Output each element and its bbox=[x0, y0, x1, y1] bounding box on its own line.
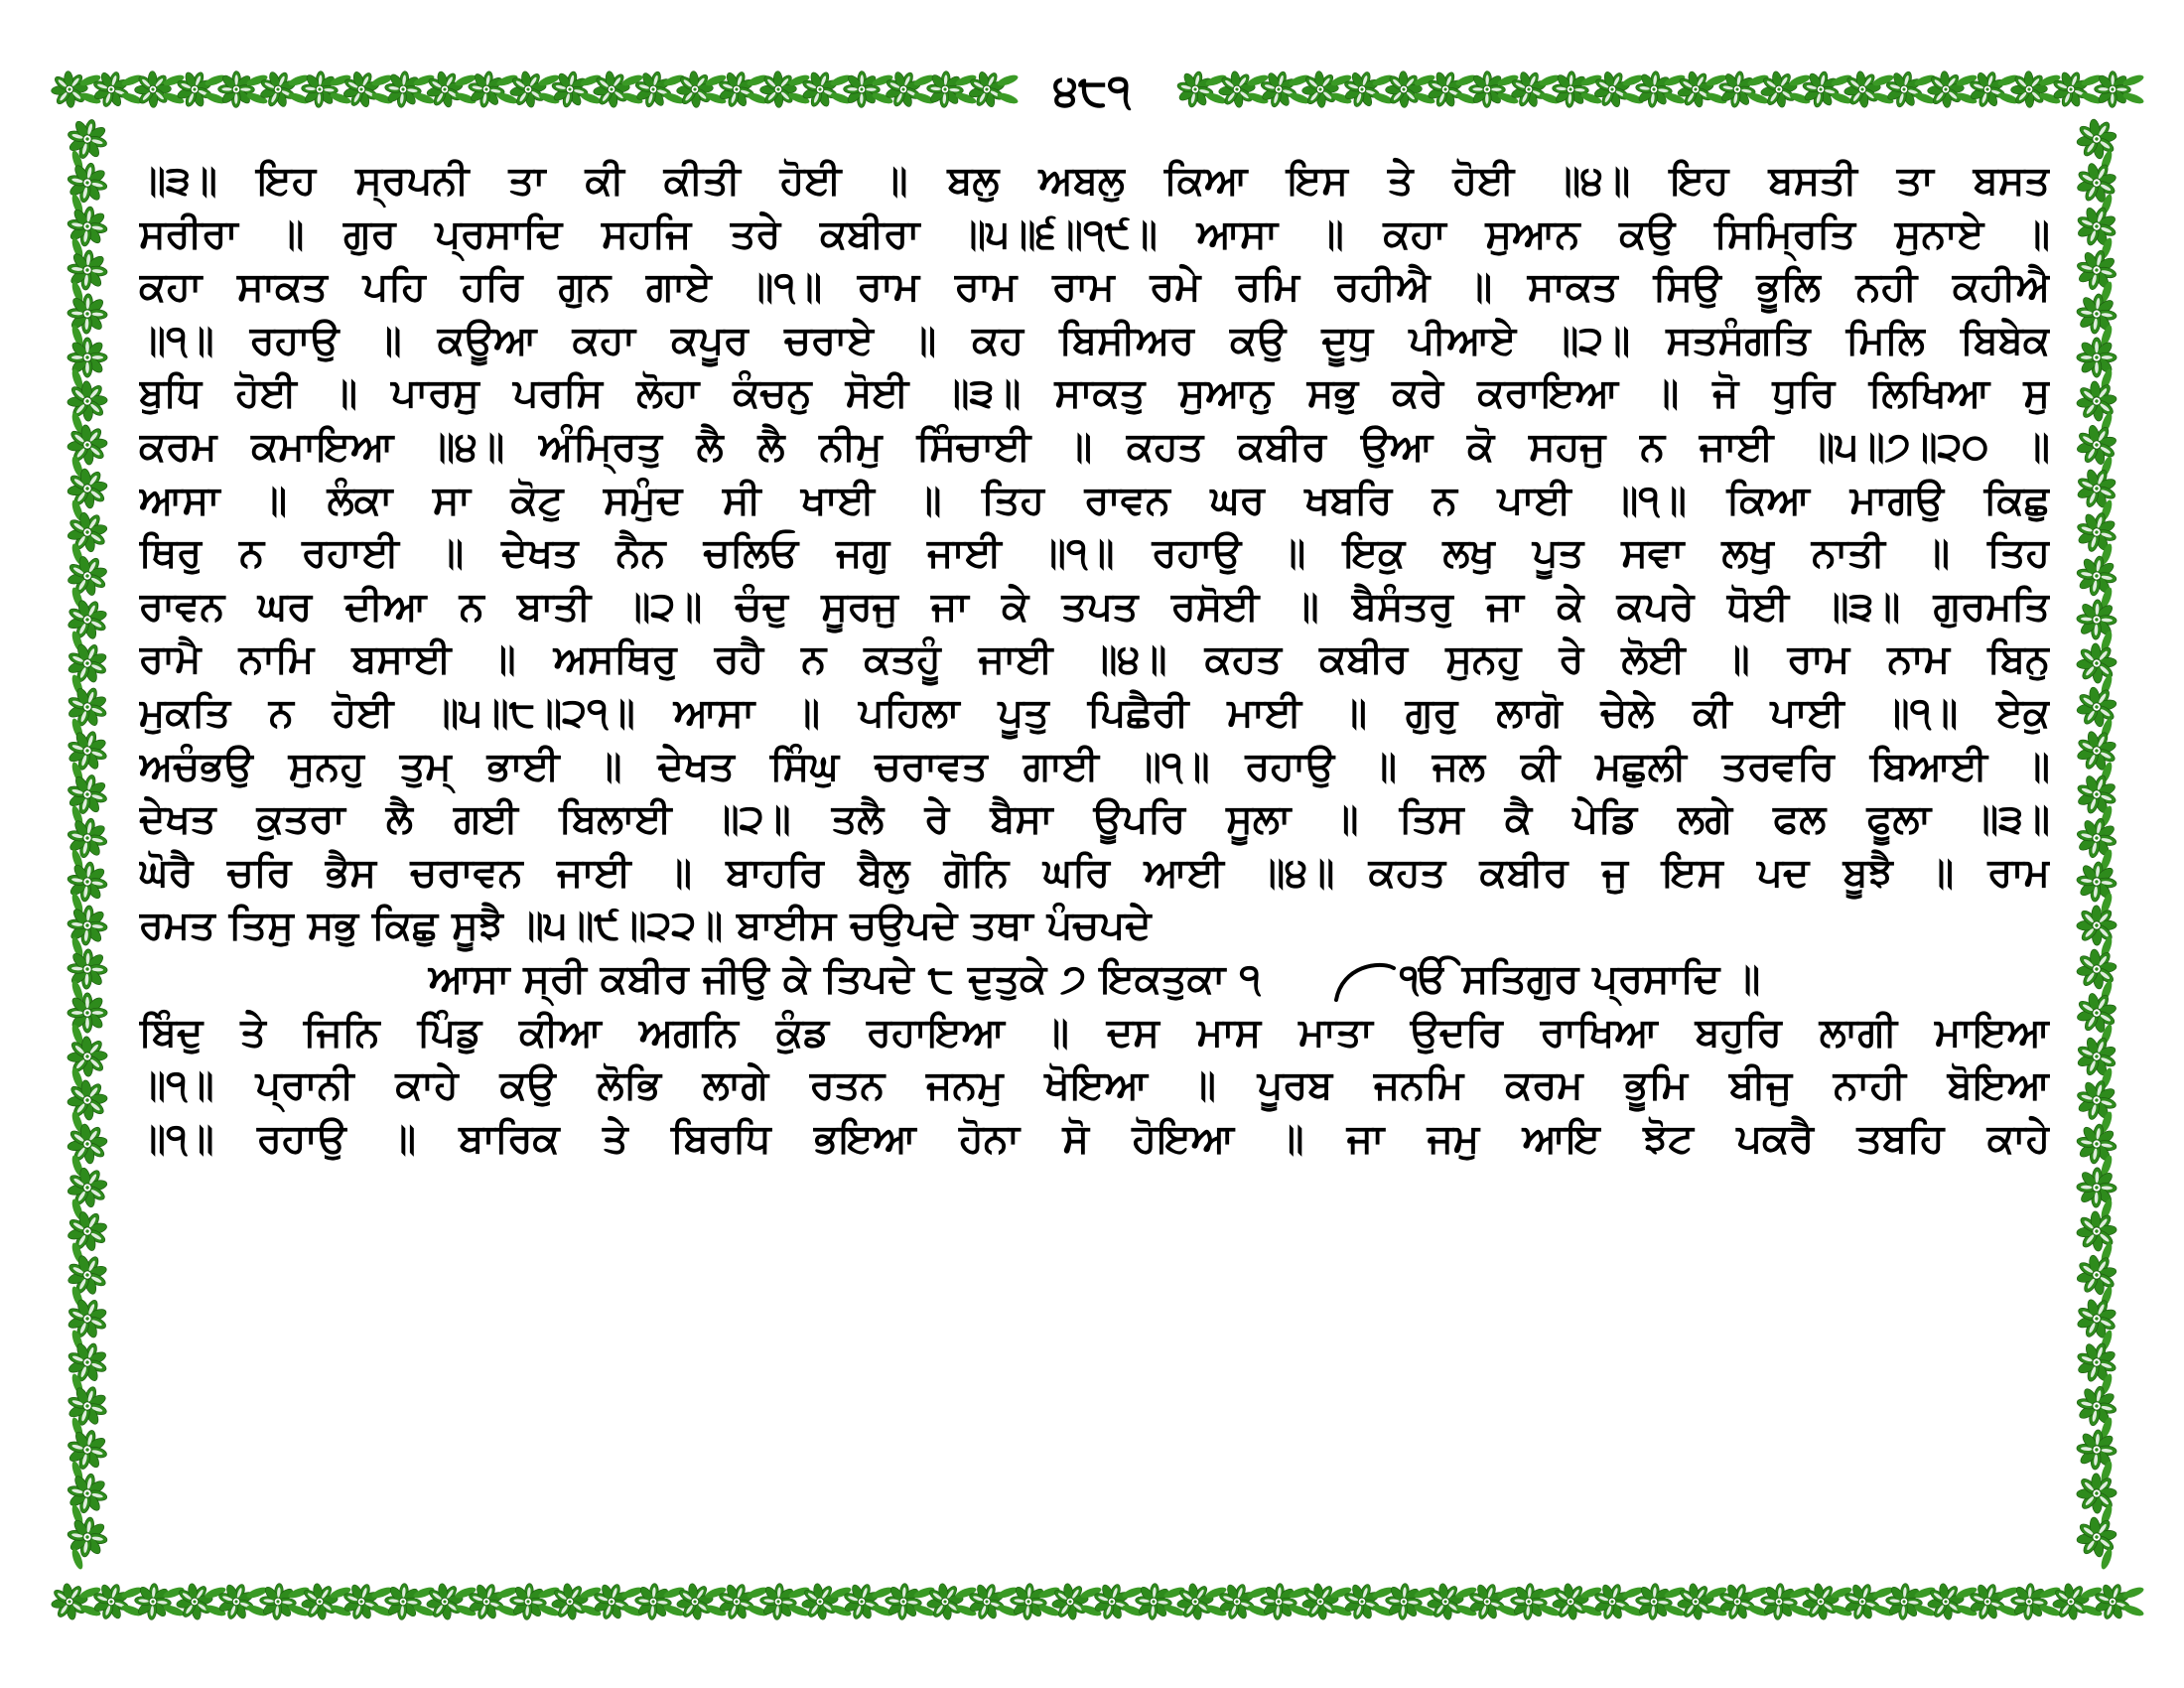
flower-ornament bbox=[838, 1578, 885, 1624]
flower-ornament bbox=[2069, 417, 2123, 472]
flower-ornament bbox=[338, 1578, 384, 1624]
flower-ornament bbox=[63, 1381, 113, 1432]
flower-ornament bbox=[294, 1576, 344, 1626]
flower-ornament bbox=[2070, 462, 2122, 514]
flower-ornament bbox=[212, 1578, 259, 1624]
flower-ornament bbox=[60, 504, 115, 560]
text-line: ਮੁਕਤਿ ਨ ਹੋਈ ॥੫॥੮॥੨੧॥ ਆਸਾ ॥ ਪਹਿਲਾ ਪੂਤੁ ਪਿਛੈਰੀ ਮਾਈ ॥ ਗੁਰੁ ਲਾਗੋ ਚੇਲੇ ਕੀ ਪਾਈ ॥੧॥ ਏਕੁ bbox=[139, 689, 2050, 736]
flower-ornament bbox=[2071, 769, 2122, 820]
flower-ornament bbox=[1964, 1578, 2010, 1624]
flower-ornament bbox=[2069, 1203, 2125, 1260]
page-number: ੪੮੧ bbox=[0, 62, 2184, 121]
flower-ornament bbox=[1920, 1576, 1971, 1626]
flower-ornament bbox=[169, 1576, 219, 1626]
flower-ornament bbox=[1213, 1578, 1260, 1624]
text-line: ਅਚੰਭਉ ਸੁਨਹੁ ਤੁਮ੍ ਭਾਈ ॥ ਦੇਖਤ ਸਿੰਘੁ ਚਰਾਵਤ ਗਾਈ ॥੧॥ ਰਹਾਉ ॥ ਜਲ ਕੀ ਮਛੁਲੀ ਤਰਵਰਿ ਬਿਆਈ ॥ bbox=[139, 743, 2050, 789]
flower-ornament bbox=[63, 1425, 111, 1474]
flower-ornament bbox=[61, 1204, 115, 1259]
flower-ornament bbox=[65, 1514, 110, 1560]
flower-ornament bbox=[419, 1576, 470, 1626]
flower-ornament bbox=[1295, 1576, 1345, 1626]
flower-ornament bbox=[2089, 1578, 2135, 1624]
flower-ornament bbox=[2073, 814, 2120, 862]
flower-ornament bbox=[60, 417, 116, 474]
text-line: ਘੋਰੈ ਚਰਿ ਭੈਸ ਚਰਾਵਨ ਜਾਈ ॥ ਬਾਹਰਿ ਬੈਲੁ ਗੋਨਿ ਘਰਿ ਆਈ ॥੪॥ ਕਹਤ ਕਬੀਰ ਜੁ ਇਸ ਪਦ ਬੂਝੈ ॥ ਰਾਮ bbox=[139, 849, 2050, 896]
flower-ornament bbox=[713, 1578, 759, 1624]
flower-ornament bbox=[66, 248, 109, 292]
flower-ornament bbox=[2069, 373, 2124, 429]
flower-ornament bbox=[794, 1576, 845, 1626]
flower-ornament bbox=[60, 1072, 116, 1129]
flower-ornament bbox=[61, 1248, 114, 1302]
heading-title: ਆਸਾ ਸ੍ਰੀ ਕਬੀਰ ਜੀਉ ਕੇ ਤਿਪਦੇ ੮ ਦੁਤੁਕੇ ੭ ਇਕਤੁਕਾ ੧ bbox=[428, 955, 1261, 1002]
flower-ornament bbox=[2069, 1247, 2124, 1303]
text-line: ॥੧॥ ਪ੍ਰਾਨੀ ਕਾਹੇ ਕਉ ਲੋਭਿ ਲਾਗੇ ਰਤਨ ਜਨਮੁ ਖੋਇਆ ॥ ਪੂਰਬ ਜਨਮਿ ਕਰਮ ਭੂਮਿ ਬੀਜੁ ਨਾਹੀ ਬੋਇਆ bbox=[139, 1062, 2050, 1109]
text-line: ॥੧॥ ਰਹਾਉ ॥ ਬਾਰਿਕ ਤੇ ਬਿਰਧਿ ਭਇਆ ਹੋਨਾ ਸੋ ਹੋਇਆ ॥ ਜਾ ਜਮੁ ਆਇ ਝੋਟ ਪਕਰੈ ਤਬਹਿ ਕਾਹੇ bbox=[139, 1115, 2050, 1162]
flower-ornament bbox=[544, 1576, 595, 1626]
flower-ornament bbox=[2074, 1121, 2119, 1167]
flower-ornament bbox=[60, 373, 116, 430]
text-line: ਸਰੀਰਾ ॥ ਗੁਰ ਪ੍ਰਸਾਦਿ ਸਹਜਿ ਤਰੇ ਕਬੀਰਾ ॥੫॥੬॥੧੯॥ ਆਸਾ ॥ ਕਹਾ ਸੁਆਨ ਕਉ ਸਿਮ੍ਰਿਤਿ ਸੁਨਾਏ ॥ bbox=[139, 211, 2050, 257]
flower-ornament bbox=[2069, 679, 2124, 735]
text-line: ਬਿੰਦੁ ਤੇ ਜਿਨਿ ਪਿੰਡੁ ਕੀਆ ਅਗਨਿ ਕੁੰਡ ਰਹਾਇਆ ॥ ਦਸ ਮਾਸ ਮਾਤਾ ਉਦਰਿ ਰਾਖਿਆ ਬਹੁਰਿ ਲਾਗੀ ਮਾਇਆ bbox=[139, 1009, 2050, 1055]
flower-ornament bbox=[1088, 1578, 1135, 1624]
flower-ornament bbox=[588, 1578, 634, 1624]
flower-ornament bbox=[2074, 553, 2120, 600]
flower-ornament bbox=[1420, 1576, 1470, 1626]
flower-ornament bbox=[61, 636, 113, 689]
flower-ornament bbox=[1795, 1576, 1845, 1626]
flower-ornament bbox=[2069, 898, 2125, 954]
flower-ornament bbox=[63, 726, 113, 776]
flower-ornament bbox=[61, 1292, 113, 1344]
flower-ornament bbox=[61, 593, 114, 646]
flower-ornament bbox=[66, 904, 109, 947]
text-line: ਰਾਮੈ ਨਾਮਿ ਬਸਾਈ ॥ ਅਸਥਿਰੁ ਰਹੈ ਨ ਕਤਹੂੰ ਜਾਈ ॥੪॥ ਕਹਤ ਕਬੀਰ ਸੁਨਹੁ ਰੇ ਲੋਈ ॥ ਰਾਮ ਨਾਮ ਬਿਨੁ bbox=[139, 636, 2050, 683]
flower-ornament bbox=[64, 159, 111, 207]
flower-ornament bbox=[2069, 1466, 2125, 1522]
flower-ornament bbox=[2069, 941, 2124, 997]
flower-ornament bbox=[963, 1578, 1010, 1624]
flower-ornament bbox=[60, 1160, 115, 1215]
flower-ornament bbox=[60, 1116, 115, 1172]
flower-ornament bbox=[2045, 1576, 2096, 1626]
flower-ornament bbox=[2073, 246, 2121, 295]
flower-ornament bbox=[2072, 1075, 2121, 1125]
flower-ornament bbox=[87, 1578, 134, 1624]
flower-ornament bbox=[463, 1578, 509, 1624]
text-line: ਰਾਵਨ ਘਰ ਦੀਆ ਨ ਬਾਤੀ ॥੨॥ ਚੰਦੁ ਸੂਰਜੁ ਜਾ ਕੇ ਤਪਤ ਰਸੋਈ ॥ ਬੈਸੰਤਰੁ ਜਾ ਕੇ ਕਪਰੇ ਧੋਈ ॥੩॥ ਗੁਰਮਤਿ bbox=[139, 583, 2050, 630]
flower-ornament bbox=[65, 859, 110, 905]
text-line: ॥੧॥ ਰਹਾਉ ॥ ਕਊਆ ਕਹਾ ਕਪੂਰ ਚਰਾਏ ॥ ਕਹ ਬਿਸੀਅਰ ਕਉ ਦੂਧੁ ਪੀਆਏ ॥੨॥ ਸਤਸੰਗਤਿ ਮਿਲਿ ਬਿਬੇਕ bbox=[139, 317, 2050, 363]
flower-ornament bbox=[1670, 1576, 1720, 1626]
flower-ornament bbox=[2070, 1292, 2123, 1345]
text-line: ਕਹਾ ਸਾਕਤ ਪਹਿ ਹਰਿ ਗੁਨ ਗਾਏ ॥੧॥ ਰਾਮ ਰਾਮ ਰਾਮ ਰਮੇ ਰਮਿ ਰਹੀਐ ॥ ਸਾਕਤ ਸਿਉ ਭੂਲਿ ਨਹੀ ਕਹੀਐ bbox=[139, 264, 2050, 311]
flower-ornament bbox=[64, 814, 111, 862]
text-line: ਰਮਤ ਤਿਸੁ ਸਭੁ ਕਿਛੁ ਸੂਝੈ ॥੫॥੯॥੨੨॥ ਬਾਈਸ ਚਉਪਦੇ ਤਥਾ ਪੰਚਪਦੇ bbox=[139, 903, 1152, 949]
flower-ornament bbox=[2071, 1336, 2121, 1387]
flower-ornament bbox=[2071, 1031, 2123, 1083]
text-line: ਕਰਮ ਕਮਾਇਆ ॥੪॥ ਅੰਮ੍ਰਿਤੁ ਲੈ ਲੈ ਨੀਮੁ ਸਿੰਚਾਈ ॥ ਕਹਤ ਕਬੀਰ ਉਆ ਕੋ ਸਹਜੁ ਨ ਜਾਈ ॥੫॥੭॥੨੦ ॥ bbox=[139, 423, 2050, 470]
flower-ornament bbox=[63, 770, 111, 818]
flower-ornament bbox=[2069, 635, 2125, 692]
flower-ornament bbox=[62, 1336, 113, 1388]
ek-onkar-arc-icon bbox=[1330, 958, 1400, 1002]
flower-ornament bbox=[2070, 986, 2124, 1041]
flower-ornament bbox=[62, 681, 113, 733]
flower-ornament bbox=[1463, 1578, 1510, 1624]
flower-ornament bbox=[2073, 1382, 2120, 1430]
flower-ornament bbox=[2069, 1509, 2124, 1565]
flower-ornament bbox=[60, 461, 115, 516]
flower-ornament bbox=[669, 1576, 720, 1626]
flower-ornament bbox=[1044, 1576, 1095, 1626]
flower-ornament bbox=[1588, 1578, 1635, 1624]
flower-ornament bbox=[64, 1470, 111, 1517]
flower-ornament bbox=[63, 114, 111, 163]
flower-ornament bbox=[1338, 1578, 1385, 1624]
text-line: ॥੩॥ ਇਹ ਸ੍ਰਪਨੀ ਤਾ ਕੀ ਕੀਤੀ ਹੋਈ ॥ ਬਲੁ ਅਬਲੁ ਕਿਆ ਇਸ ਤੇ ਹੋਈ ॥੪॥ ਇਹ ਬਸਤੀ ਤਾ ਬਸਤ bbox=[139, 158, 2050, 204]
flower-ornament bbox=[65, 204, 110, 249]
section-heading bbox=[139, 953, 2050, 1007]
flower-ornament bbox=[919, 1576, 970, 1626]
flower-ornament bbox=[1839, 1578, 1885, 1624]
flower-ornament bbox=[1545, 1576, 1595, 1626]
gurbani-text-block bbox=[139, 155, 2050, 1166]
flower-ornament bbox=[1713, 1578, 1760, 1624]
flower-ornament bbox=[44, 1576, 94, 1626]
flower-ornament bbox=[2070, 156, 2123, 210]
flower-ornament bbox=[2075, 292, 2119, 337]
text-line: ਥਿਰੁ ਨ ਰਹਾਈ ॥ ਦੇਖਤ ਨੈਨ ਚਲਿਓ ਜਗੁ ਜਾਈ ॥੧॥ ਰਹਾਉ ॥ ਇਕੁ ਲਖੁ ਪੂਤ ਸਵਾ ਲਖੁ ਨਾਤੀ ॥ ਤਿਹ bbox=[139, 530, 2050, 577]
heading-invocation: ੴ ਸਤਿਗੁਰ ਪ੍ਰਸਾਦਿ ॥ bbox=[1400, 955, 1761, 1002]
flower-ornament bbox=[60, 1029, 116, 1085]
flower-ornament bbox=[2070, 724, 2123, 777]
flower-ornament bbox=[1169, 1576, 1220, 1626]
flower-ornament bbox=[2071, 201, 2122, 252]
flower-ornament bbox=[2072, 507, 2121, 557]
flower-ornament bbox=[2075, 860, 2118, 904]
flower-ornament bbox=[61, 549, 115, 604]
text-line: ਬੁਧਿ ਹੋਈ ॥ ਪਾਰਸੁ ਪਰਸਿ ਲੋਹਾ ਕੰਚਨੁ ਸੋਈ ॥੩॥ ਸਾਕਤੁ ਸੁਆਨੁ ਸਭੁ ਕਰੇ ਕਰਾਇਆ ॥ ਜੋ ਧੁਰਿ ਲਿਖਿਆ ਸੁ bbox=[139, 370, 2050, 417]
text-line: ਦੇਖਤ ਕੁਤਰਾ ਲੈ ਗਈ ਬਿਲਾਈ ॥੨॥ ਤਲੈ ਰੇ ਬੈਸਾ ਊਪਰਿ ਸੂਲਾ ॥ ਤਿਸ ਕੈ ਪੇਡਿ ਲਗੇ ਫਲ ਫੂਲਾ ॥੩॥ bbox=[139, 796, 2050, 843]
text-line: ਆਸਾ ॥ ਲੰਕਾ ਸਾ ਕੋਟੁ ਸਮੁੰਦ ਸੀ ਖਾਈ ॥ ਤਿਹ ਰਾਵਨ ਘਰ ਖਬਰਿ ਨ ਪਾਈ ॥੧॥ ਕਿਆ ਮਾਗਉ ਕਿਛੁ bbox=[139, 477, 2050, 523]
